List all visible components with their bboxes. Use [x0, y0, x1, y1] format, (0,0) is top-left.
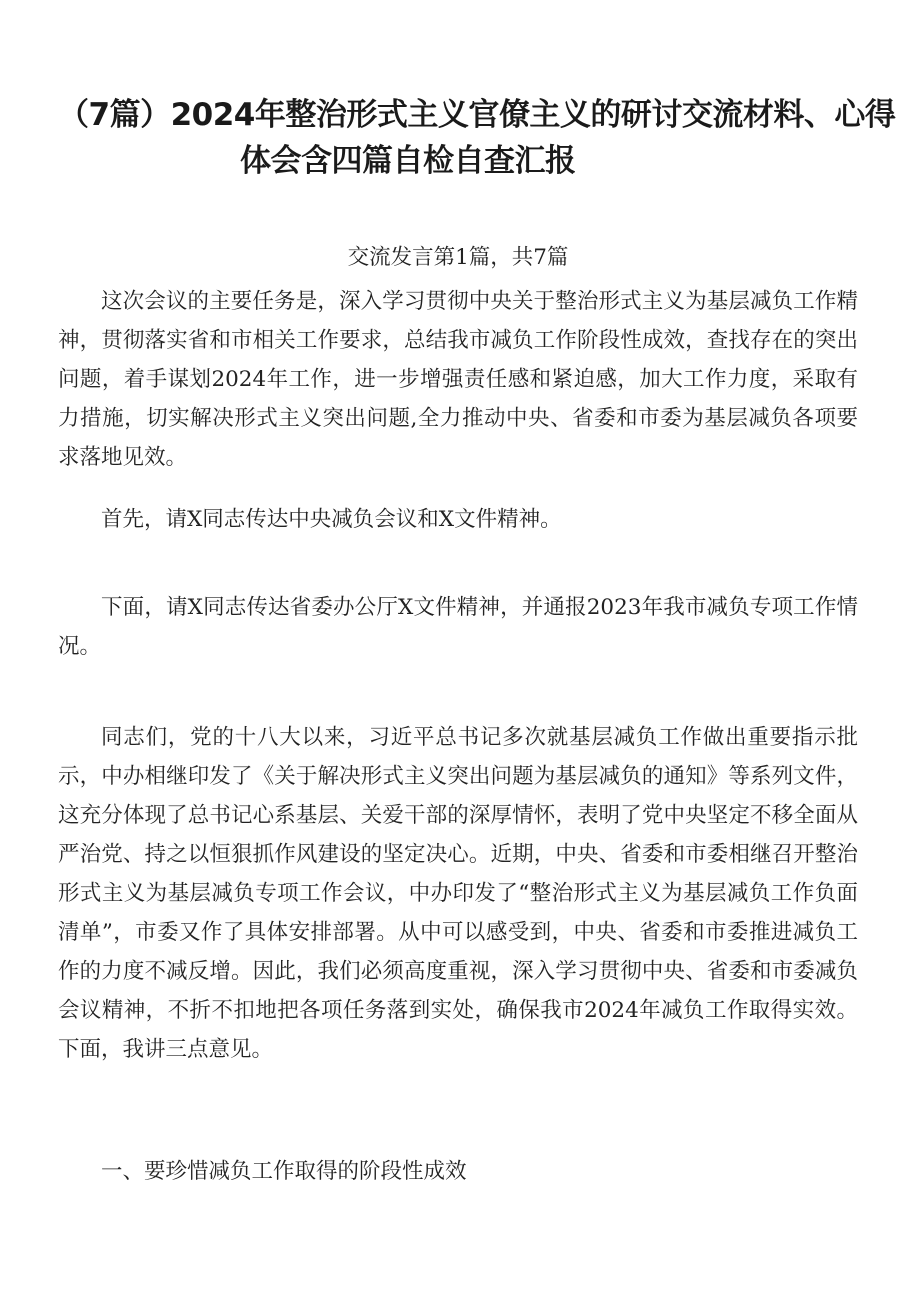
section-subtitle: 交流发言第1篇，共7篇	[347, 245, 569, 270]
paragraph-first-agenda: 首先，请X同志传达中央减负会议和X文件精神。	[101, 507, 562, 532]
paragraph-second-agenda: 下面，请X同志传达省委办公厅X文件精神，并通报2023年我市减负专项工作情况。	[58, 595, 858, 659]
paragraph-main-speech: 同志们，党的十八大以来，习近平总书记多次就基层减负工作做出重要指示批示，中办相继印发了《关于解决形式主义突出问题为基层减负的通知》等系列文件，这充分体现了总书记心系基层、关爱干部的深厚情怀，表明了党中央坚定不移全面从严治党、持之以恒狠抓作风建设的坚定决心。近期，中央、省委和市委相继召开整治形式主义为基层减负专项工作会议，中办印发了“整治形式主义为基层减负工作负面清单”，市委又作了具体安排部署。从中可以感受到，中央、省委和市委推进减负工作的力度不减反增。因此，我们必须高度重视，深入学习贯彻中央、省委和市委减负会议精神，不折不扣地把各项任务落到实处，确保我市2024年减负工作取得实效。下面，我讲三点意见。	[58, 725, 858, 1062]
document-title-line-1: （7篇）2024年整治形式主义官僚主义的研讨交流材料、心得	[58, 97, 896, 133]
section-heading-one: 一、要珍惜减负工作取得的阶段性成效	[101, 1159, 467, 1184]
paragraph-meeting-tasks: 这次会议的主要任务是，深入学习贯彻中央关于整治形式主义为基层减负工作精神，贯彻落实省和市相关工作要求，总结我市减负工作阶段性成效，查找存在的突出问题，着手谋划2024年工作，进一步增强责任感和紧迫感，加大工作力度，采取有力措施，切实解决形式主义突出问题,全力推动中央、省委和市委为基层减负各项要求落地见效。	[58, 289, 858, 470]
document-title	[58, 92, 896, 184]
document-title-line-2: 体会含四篇自检自查汇报	[240, 143, 576, 179]
